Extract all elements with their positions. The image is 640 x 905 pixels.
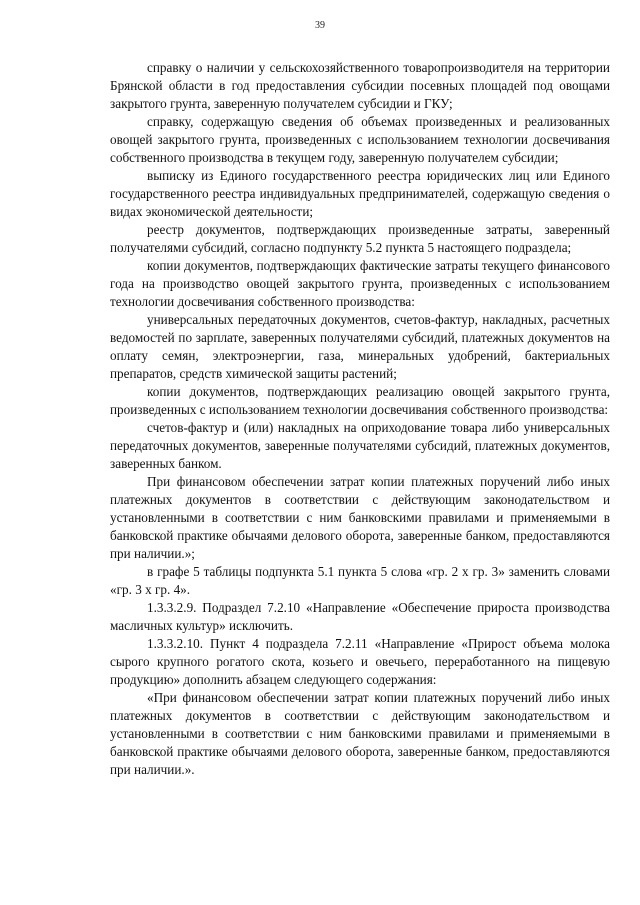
paragraph: справку, содержащую сведения об объемах произведенных и реализованных овощей закрытого грунта, произведенных с использованием технологии досвечивания собственного производства в текущем году, заверенную получателем субсидии; [110,114,610,165]
paragraph: копии документов, подтверждающих реализацию овощей закрытого грунта, произведенных с использованием технологии досвечивания собственного производства: [110,384,610,417]
paragraph: реестр документов, подтверждающих произведенные затраты, заверенный получателями субсидий, согласно подпункту 5.2 пункта 5 настоящего подраздела; [110,222,610,255]
paragraph: выписку из Единого государственного реестра юридических лиц или Единого государственного реестра индивидуальных предпринимателей, содержащую сведения о видах экономической деятельности; [110,168,610,219]
paragraph: При финансовом обеспечении затрат копии платежных поручений либо иных платежных документов в соответствии с действующим законодательством и установленными в соответствии с ним банковскими правилами и применяемыми в банковской практике обычаями делового оборота, заверенные банком, предоставляются при наличии.»; [110,474,610,561]
page-number: 39 [315,20,325,31]
paragraph: счетов-фактур и (или) накладных на оприходование товара либо универсальных передаточных документов, заверенные получателями субсидий, платежных документов, заверенных банком. [110,420,610,471]
paragraph: копии документов, подтверждающих фактические затраты текущего финансового года на производство овощей закрытого грунта, произведенных с использованием технологии досвечивания собственного производства: [110,258,610,309]
paragraph: 1.3.3.2.9. Подраздел 7.2.10 «Направление «Обеспечение прироста производства масличных культур» исключить. [110,600,610,633]
paragraph: 1.3.3.2.10. Пункт 4 подраздела 7.2.11 «Направление «Прирост объема молока сырого крупного рогатого скота, козьего и овечьего, переработанного на пищевую продукцию» дополнить абзацем следующего содержания: [110,636,610,687]
paragraph: универсальных передаточных документов, счетов-фактур, накладных, расчетных ведомостей по зарплате, заверенных получателями субсидий, платежных документов на оплату семян, электроэнергии, газа, минеральных удобрений, бактериальных препаратов, средств химической защиты растений; [110,312,610,381]
paragraph: справку о наличии у сельскохозяйственного товаропроизводителя на территории Брянской области в год предоставления субсидии посевных площадей под овощами закрытого грунта, заверенную получателем субсидии и ГКУ; [110,60,610,111]
paragraph: «При финансовом обеспечении затрат копии платежных поручений либо иных платежных документов в соответствии с действующим законодательством и установленными в соответствии с ним банковскими правилами и применяемыми в банковской практике обычаями делового оборота, заверенные банком, предоставляются при наличии.». [110,690,610,777]
page-body [110,59,610,779]
paragraph: в графе 5 таблицы подпункта 5.1 пункта 5 слова «гр. 2 х гр. 3» заменить словами «гр. 3 х гр. 4». [110,564,610,597]
